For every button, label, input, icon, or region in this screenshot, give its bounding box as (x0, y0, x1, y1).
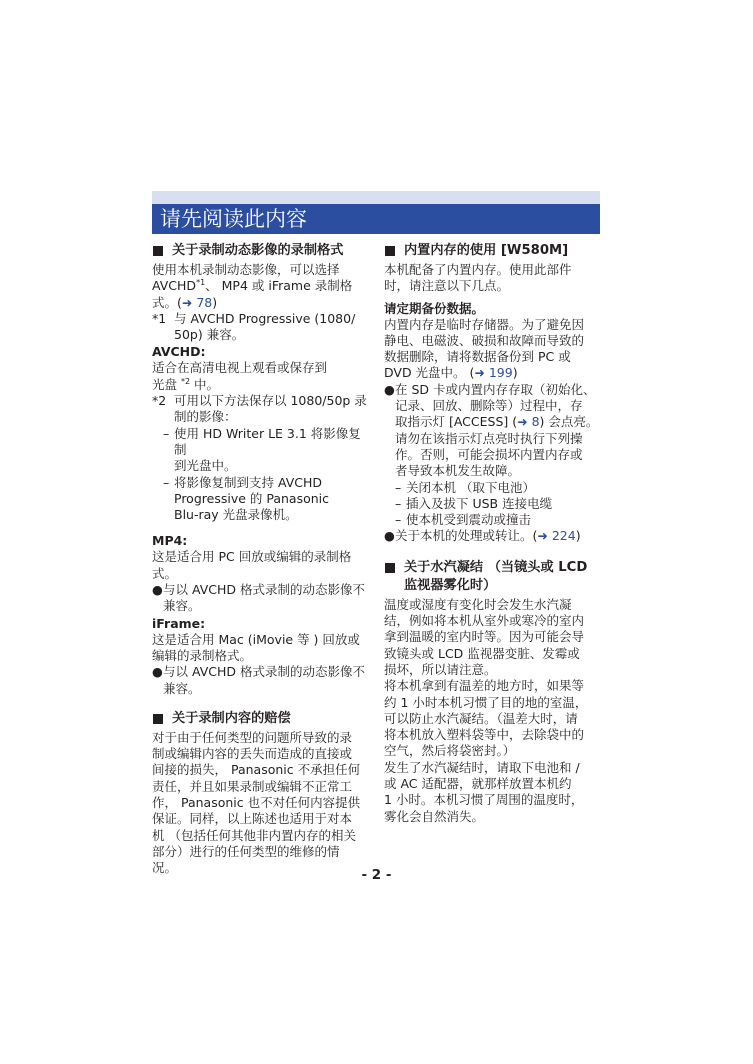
page-reference-link[interactable]: ➜ 8 (517, 414, 540, 430)
page-reference-link[interactable]: ➜ 199 (474, 365, 513, 381)
text-line (152, 377, 368, 393)
text-line: 数据删除，请将数据备份到 PC 或 (384, 349, 571, 365)
square-bullet-icon (385, 246, 395, 256)
text-line: 结，例如将本机从室外或寒冷的室内 (384, 613, 585, 629)
square-bullet-icon (153, 714, 163, 724)
text-line: 损坏，所以请注意。 (384, 661, 497, 677)
page-title-banner (152, 191, 600, 234)
left-column (152, 242, 368, 877)
text-line (395, 528, 581, 544)
text-line: 关闭本机 （取下电池） (406, 479, 535, 495)
text-span: 光盘 (152, 376, 181, 392)
paragraph (384, 262, 600, 295)
text-line: 时，请注意以下几点。 (384, 278, 510, 294)
bullet-item (384, 528, 600, 544)
text-line: 兼容。 (163, 598, 201, 614)
paragraph (152, 730, 368, 877)
text-line: 适合在高清电视上观看或保存到 (152, 360, 328, 376)
paragraph (152, 360, 368, 393)
bullet-dot-icon: ● (152, 582, 163, 598)
footnote-marker: *2 (180, 376, 191, 386)
text-line (152, 278, 368, 294)
text-line: 静电、电磁波、破损和故障而导致的 (384, 332, 585, 348)
text-line: 请勿在该指示灯点亮时执行下列操 (395, 430, 583, 446)
subheading-mp4: MP4: (152, 533, 188, 549)
section-heading-text: 监视器雾化时） (404, 577, 497, 593)
footnote-mark: *1 (152, 310, 167, 326)
dash-mark: – (163, 425, 170, 441)
text-span: 、 MP4 或 iFrame 录制格 (205, 278, 353, 294)
dash-item (384, 512, 600, 528)
section-heading-text: 关于录制内容的赔偿 (172, 710, 291, 726)
text-line: 部分）进行的任何类型的维修的情 (152, 843, 340, 859)
text-line: 50p) 兼容。 (174, 327, 245, 343)
text-line: 1 小时。本机习惯了周围的温度时， (384, 792, 584, 808)
text-line: 机 （包括任何其他非内置内存的相关 (152, 827, 356, 843)
text-span: ) (575, 528, 581, 544)
right-column (384, 242, 600, 825)
paragraph (152, 549, 368, 582)
text-line: 作， Panasonic 也不对任何内容提供 (152, 795, 361, 811)
text-line: 制或编辑内容的丢失而造成的直接或 (152, 746, 353, 762)
text-line (395, 414, 598, 430)
text-span: 中。 (190, 376, 220, 392)
dash-item (384, 496, 600, 512)
dash-mark: – (395, 495, 402, 511)
section-heading-recording-format (152, 242, 368, 260)
bullet-dot-icon: ● (384, 528, 395, 544)
footnote-mark: *2 (152, 393, 167, 409)
text-line: 可用以下方法保存以 1080/50p 录 (174, 393, 367, 409)
text-line: 内置内存是临时存储器。为了避免因 (384, 316, 585, 332)
bullet-item (384, 382, 600, 480)
text-line: 制的影像： (174, 409, 237, 425)
text-line: 拿到温暖的室内时等。因为可能会导 (384, 629, 585, 645)
text-line: 使用 HD Writer LE 3.1 将影像复制 (174, 425, 361, 457)
text-line: 与 AVCHD Progressive (1080/ (174, 310, 356, 326)
square-bullet-icon (385, 563, 395, 573)
dash-mark: – (395, 512, 402, 528)
bullet-item (152, 582, 368, 615)
text-line: 与以 AVCHD 格式录制的动态影像不 (163, 582, 366, 598)
text-line: 到光盘中。 (174, 458, 237, 474)
page-number: - 2 - (361, 867, 392, 883)
bullet-dot-icon: ● (384, 381, 395, 397)
text-span: ) (212, 294, 218, 310)
text-line: 插入及拔下 USB 连接电缆 (406, 495, 553, 511)
text-line: 况。 (152, 860, 178, 876)
paragraph (384, 597, 600, 825)
text-line: 在 SD 卡或内置内存存取（初始化、 (395, 381, 596, 397)
section-heading-text: 内置内存的使用 [W580M] (404, 243, 569, 258)
text-line: 使用本机录制动态影像，可以选择 (152, 262, 340, 277)
paragraph (152, 262, 368, 311)
text-line: 约 1 小时本机习惯了目的地的室温， (384, 694, 588, 710)
text-line: 使本机受到震动或撞击 (406, 512, 532, 528)
section-heading-text: 关于录制动态影像的录制格式 (172, 243, 344, 258)
section-heading-text: 关于水汽凝结 （当镜头或 LCD (404, 559, 588, 575)
footnote-marker: *1 (196, 278, 206, 288)
footnote-1 (152, 311, 368, 344)
dash-item (384, 480, 600, 496)
text-line: 这是适合用 PC 回放或编辑的录制格 (152, 549, 352, 565)
text-line: 式。 (152, 565, 178, 581)
dash-mark: – (395, 479, 402, 495)
subheading-backup: 请定期备份数据。 (384, 300, 485, 316)
text-line: 空气，然后将袋密封。） (384, 743, 516, 759)
text-line: 者导致本机发生故障。 (395, 463, 521, 479)
paragraph (384, 317, 600, 382)
text-line: 本机配备了内置内存。使用此部件 (384, 262, 572, 277)
text-line: Progressive 的 Panasonic (174, 490, 329, 506)
text-line: 保证。同样，以上陈述也适用于对本 (152, 811, 353, 827)
text-line: 可以防止水汽凝结。（温差大时，请 (384, 710, 578, 726)
text-span: AVCHD (152, 278, 197, 294)
text-line: 编辑的录制格式。 (152, 647, 253, 663)
text-line: 雾化会自然消失。 (384, 808, 485, 824)
text-line: 记录、回放、删除等）过程中，存 (395, 398, 583, 414)
section-heading-compensation (152, 710, 368, 728)
subheading-iframe: iFrame: (152, 615, 206, 631)
bullet-dot-icon: ● (152, 664, 163, 680)
text-line: 这是适合用 Mac (iMovie 等 ) 回放或 (152, 631, 360, 647)
text-line: 将影像复制到支持 AVCHD (174, 474, 323, 490)
text-line: 作。否则，可能会损坏内置内存或 (395, 446, 583, 462)
dash-item (152, 426, 368, 475)
text-line: 将本机拿到有温差的地方时，如果等 (384, 678, 585, 694)
page-reference-link[interactable]: ➜ 78 (181, 294, 213, 310)
text-span: 式。( (152, 294, 182, 310)
page-reference-link[interactable]: ➜ 224 (537, 528, 576, 544)
text-line (384, 365, 600, 381)
text-line: 温度或湿度有变化时会发生水汽凝 (384, 596, 572, 612)
square-bullet-icon (153, 246, 163, 256)
text-span: DVD 光盘中。 ( (384, 365, 475, 381)
text-span: 关于本机的处理或转让。( (395, 528, 538, 544)
text-line: 致镜头或 LCD 监视器变脏、发霉或 (384, 645, 580, 661)
text-line: 发生了水汽凝结时，请取下电池和 / (384, 759, 580, 775)
subheading-avchd: AVCHD: (152, 344, 206, 360)
dash-mark: – (163, 474, 170, 490)
section-heading-internal-memory (384, 242, 600, 260)
text-line: 兼容。 (163, 680, 201, 696)
text-line: 或 AC 适配器，就那样放置本机约 (384, 776, 572, 792)
dash-item (152, 475, 368, 524)
text-line: 与以 AVCHD 格式录制的动态影像不 (163, 664, 366, 680)
page-title: 请先阅读此内容 (152, 204, 600, 234)
text-line: 将本机放入塑料袋等中，去除袋中的 (384, 727, 585, 743)
footnote-2 (152, 393, 368, 426)
paragraph (152, 632, 368, 665)
bullet-item (152, 664, 368, 697)
text-span: ) 会点亮。 (539, 414, 599, 430)
text-line: 间接的损失， Panasonic 不承担任何 (152, 762, 361, 778)
text-span: ) (512, 365, 518, 381)
text-line: Blu-ray 光盘录像机。 (174, 507, 298, 523)
section-heading-condensation (384, 559, 600, 595)
banner-top-band (152, 191, 600, 204)
text-line: 责任，并且如果录制或编辑不正常工 (152, 778, 353, 794)
text-span: 取指示灯 [ACCESS] ( (395, 414, 518, 430)
text-line (152, 295, 368, 311)
text-line: 对于由于任何类型的问题所导致的录 (152, 729, 353, 745)
